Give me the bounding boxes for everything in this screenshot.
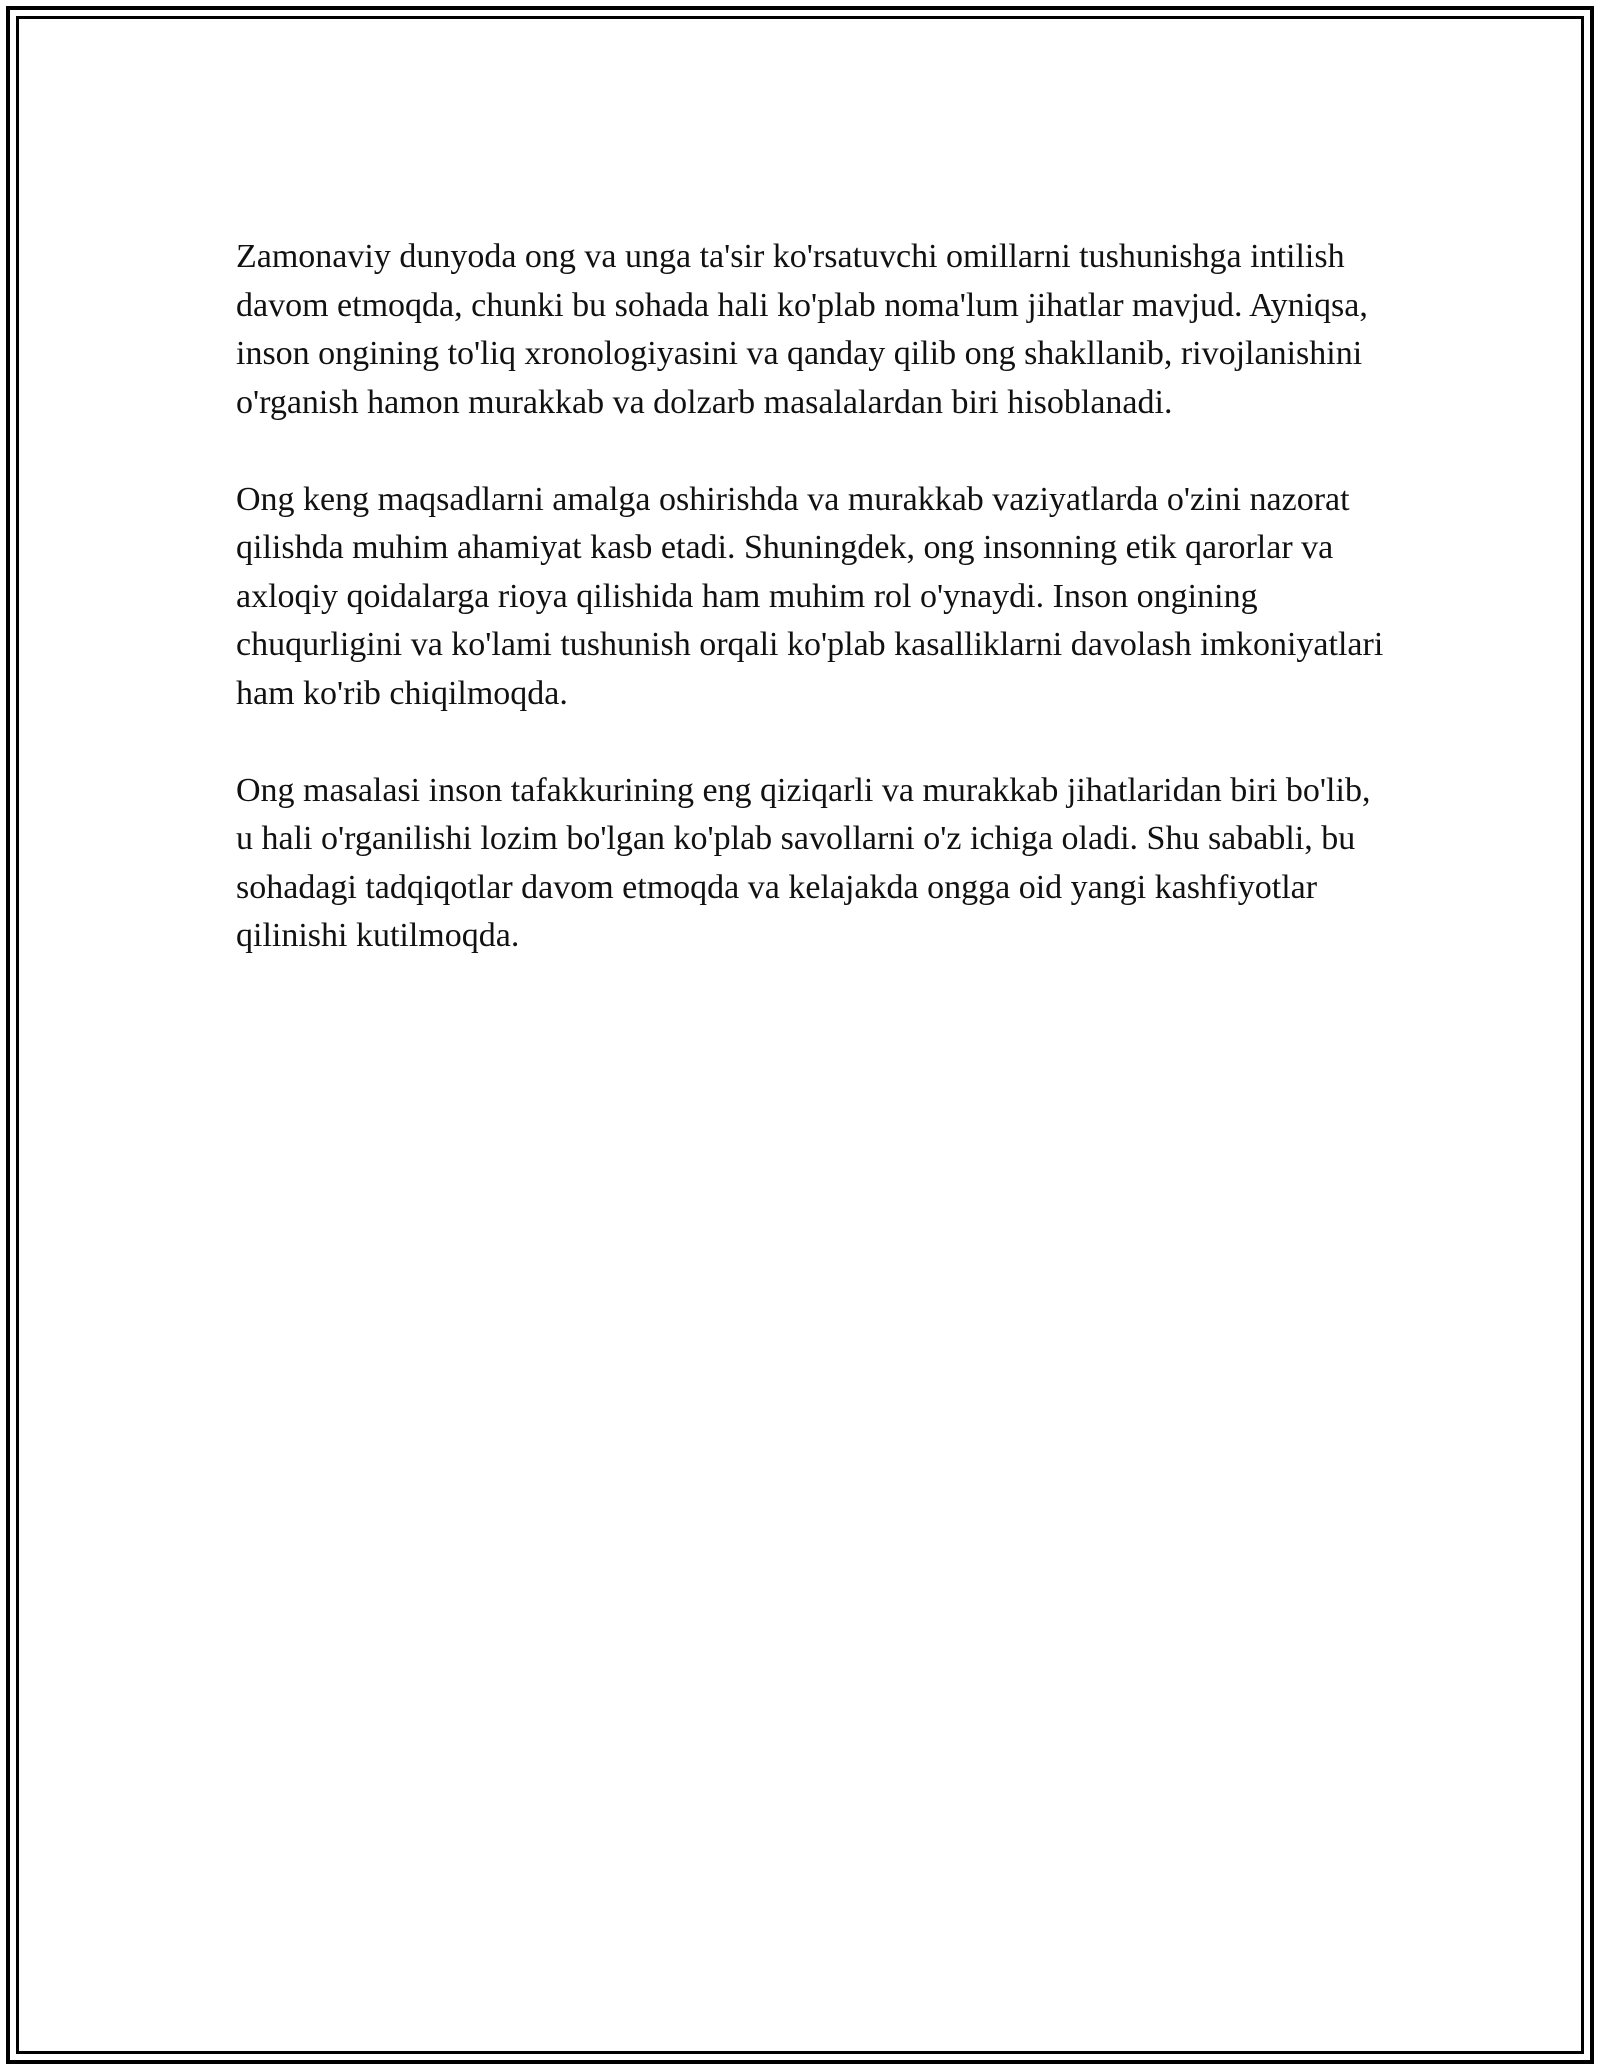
paragraph-2: Ong keng maqsadlarni amalga oshirishda va murakkab vaziyatlarda o'zini nazorat qilishda muhim ahamiyat kasb etadi. Shuningdek, ong insonning etik qarorlar va axloqiy qoidalarga rioya qilishida ham muhim rol o'ynaydi. Inson ongining chuqurligini va ko'lami tushunish orqali ko'plab kasalliklarni davolash imkoniyatlari ham ko'rib chiqilmoqda. xyxy=(236,480,1384,712)
document-body xyxy=(236,233,1386,1009)
paragraph-1: Zamonaviy dunyoda ong va unga ta'sir ko'rsatuvchi omillarni tushunishga intilish davom etmoqda, chunki bu sohada hali ko'plab noma'lum jihatlar mavjud. Ayniqsa, inson ongining to'liq xronologiyasini va qanday qilib ong shakllanib, rivojlanishini o'rganish hamon murakkab va dolzarb masalalardan biri hisoblanadi. xyxy=(236,238,1368,421)
paragraph-3: Ong masalasi inson tafakkurining eng qiziqarli va murakkab jihatlaridan biri bo'lib, u hali o'rganilishi lozim bo'lgan ko'plab savollarni o'z ichiga oladi. Shu sababli, bu sohadagi tadqiqotlar davom etmoqda va kelajakda ongga oid yangi kashfiyotlar qilinishi kutilmoqda. xyxy=(236,771,1371,954)
